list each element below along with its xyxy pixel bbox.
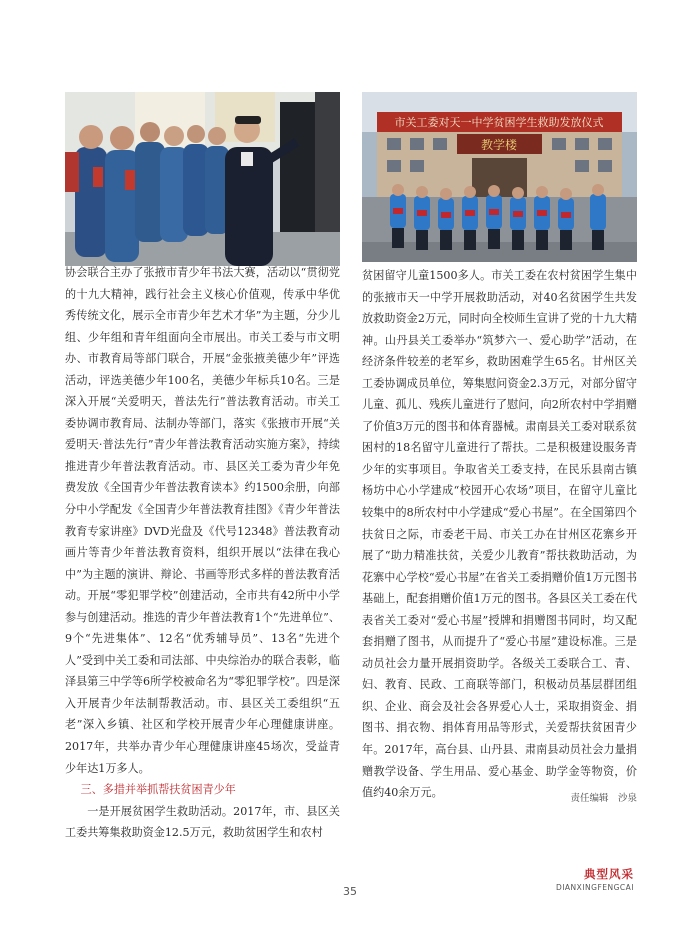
left-paragraph-2: 一是开展贫困学生救助活动。2017年，市、县区关工委共筹集救助资金12.5万元，救助贫困学生和农村 (65, 804, 340, 840)
section-brand (556, 866, 634, 892)
classroom-scene-image (65, 92, 340, 266)
brand-title: 典型风采 (584, 867, 634, 881)
banner-text: 市关工委对天一中学贫困学生救助发放仪式 (394, 116, 604, 129)
right-text-column (362, 265, 637, 804)
building-sign: 教学楼 (480, 138, 518, 152)
page-number: 35 (343, 885, 357, 898)
section-heading: 三、多措并举抓帮扶贫困青少年 (80, 783, 236, 797)
left-text-column (65, 262, 340, 844)
right-paragraph-1: 贫困留守儿童1500多人。市关工委在农村贫困学生集中的张掖市天一中学开展救助活动，对40名贫困学生共发放救助资金2万元，同时向全校师生宣讲了党的十九大精神。山丹县关工委举办“筑梦六一、爱心助学”活动，在经济条件较差的老军乡，救助困难学生65名。甘州区关工委协调成员单位，筹集慰问资金2.3万元，对部分留守儿童、孤儿、残疾儿童进行了慰问，向2所农村中学捐赠了价值3万元的图书和体育器械。肃南县关工委对联系贫困村的18名留守儿童进行了帮扶。二是积极建设服务青少年的实事项目。争取省关工委支持，在民乐县南古镇杨坊中心小学建成“校园开心农场”项目，在留守儿童比较集中的8所农村中小学建成“爱心书屋”。在全国第四个扶贫日之际，市委老干局、市关工办在甘州区花寨乡开展了“助力精准扶贫，关爱少儿教育”帮扶救助活动，为花寨中心学校“爱心书屋”在省关工委捐赠价值1万元图书基础上，配套捐赠价值1万元的图书。各县区关工委在代表省关工委对“爱心书屋”授牌和捐赠图书同时，均又配套捐赠了图书，从而提升了“爱心书屋”建设标准。三是动员社会力量开展捐资助学。各级关工委联合工、青、妇、教育、民政、工商联等部门，积极动员基层群团组织、企业、商会及社会各界爱心人士，采取捐资金、捐图书、捐衣物、捐体育用品等形式，关爱帮扶贫困青少年。2017年，高台县、山丹县、肃南县动员社会力量捐赠教学设备、学生用品、爱心基金、助学金等物资，价值约40余万元。 (362, 269, 637, 800)
ceremony-scene-image (362, 92, 637, 262)
brand-pinyin: DIANXINGFENGCAI (555, 883, 634, 892)
photo-donation-ceremony (362, 92, 637, 262)
responsible-editor: 责任编辑 沙泉 (570, 793, 637, 804)
left-paragraph-1: 协会联合主办了张掖市青少年书法大赛，活动以“贯彻党的十九大精神，践行社会主义核心价值观，传承中华优秀传统文化，展示全市青少年艺术才华”为主题，分少儿组、少年组和青年组面向全市展出。市关工委与市文明办、市教育局等部门联合，开展“金张掖美德少年”评选活动，评选美德少年100名，美德少年标兵10名。三是深入开展“关爱明天，普法先行”普法教育活动。市关工委协调市教育局、法制办等部门，落实《张掖市开展“关爱明天·普法先行”青少年普法教育活动实施方案》，持续推进青少年普法教育活动。市、县区关工委为青少年免费发放《全国青少年普法教育读本》约1500余册，向部分中小学配发《全国青少年普法教育挂图》《青少年普法教育专家讲座》DVD光盘及《代号12348》普法教育动画片等青少年普法教育资料，组织开展以“法律在我心中”为主题的演讲、辩论、书画等形式多样的普法教育活动。开展“零犯罪学校”创建活动，全市共有42所中小学参与创建活动。推选的青少年普法教育1个“先进单位”、9个“先进集体”、12名“优秀辅导员”、13名“先进个人”受到中关工委和司法部、中央综治办的联合表彰，临泽县第三中学等6所学校被命名为“零犯罪学校”。四是深入开展青少年法制帮教活动。市、县区关工委组织“五老”深入乡镇、社区和学校开展青少年心理健康讲座。2017年，共举办青少年心理健康讲座45场次，受益青少年达1万多人。 (65, 266, 340, 775)
photo-students-police (65, 92, 340, 266)
